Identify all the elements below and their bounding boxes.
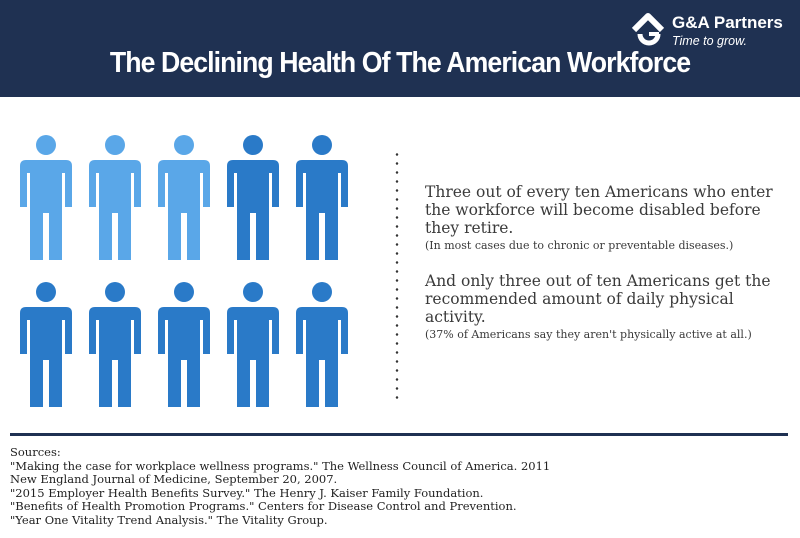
brand-tagline: Time to grow. [672,34,747,48]
person-icon [89,135,141,260]
brand-name: G&A Partners [672,13,783,32]
person-icon [296,282,348,407]
stat-main-text: And only three out of ten Americans get the recommended amount of daily physical activity. [425,272,771,326]
stat-block-activity [425,272,795,342]
source-item: "Making the case for workplace wellness programs." The Wellness Council of America. 2011 [10,458,551,473]
stat-note-text: (37% of Americans say they aren't physically active at all.) [425,328,752,341]
source-item: "Year One Vitality Trend Analysis." The Vitality Group. [10,512,328,527]
person-icon [20,135,72,260]
source-item: New England Journal of Medicine, September 20, 2007. [10,472,338,487]
person-icon [20,282,72,407]
sources-label: Sources: [10,445,61,459]
stat-note-text: (In most cases due to chronic or preventable diseases.) [425,239,734,252]
person-icon [296,135,348,260]
person-icon [227,282,279,407]
people-figure-grid [20,135,350,410]
sources-list [10,446,790,528]
person-icon [158,135,210,260]
brand-logo[interactable] [628,10,793,50]
source-item: "Benefits of Health Promotion Programs." Centers for Disease Control and Prevention. [10,499,517,514]
source-item: "2015 Employer Health Benefits Survey." The Henry J. Kaiser Family Foundation. [10,485,484,500]
stat-main-text: Three out of every ten Americans who enter the workforce will become disabled before they retire. [425,183,773,237]
dotted-divider [395,150,399,400]
person-icon [89,282,141,407]
logo-mark-icon [628,10,668,46]
section-divider [10,433,788,436]
page-title: The Declining Health Of The American Workforce [109,47,691,79]
stat-block-disability [425,183,795,253]
header-banner [0,0,800,97]
person-icon [227,135,279,260]
person-icon [158,282,210,407]
